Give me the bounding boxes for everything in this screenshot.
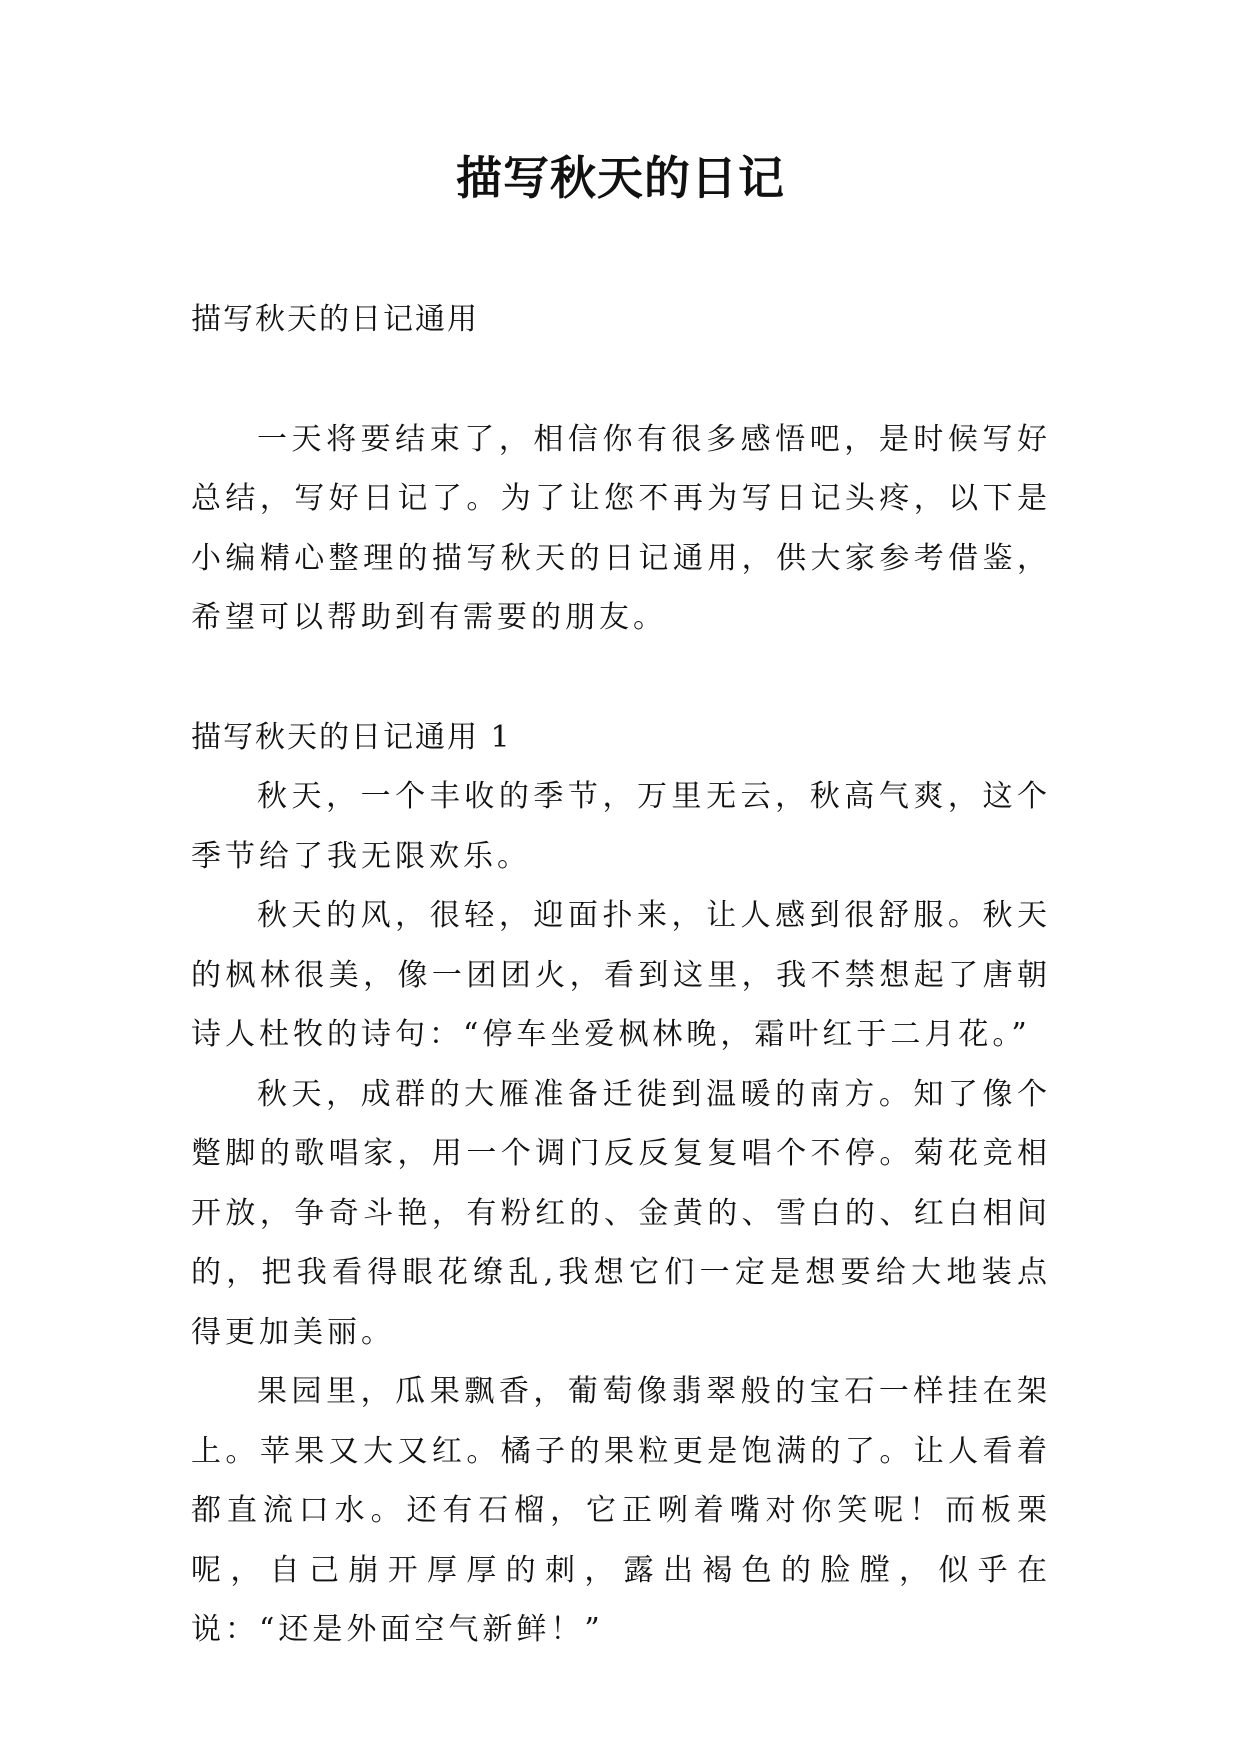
intro-paragraph: 一天将要结束了，相信你有很多感悟吧，是时候写好总结，写好日记了。为了让您不再为写日记头疼，以下是小编精心整理的描写秋天的日记通用，供大家参考借鉴，希望可以帮助到有需要的朋友。 bbox=[191, 421, 1051, 635]
document-title: 描写秋天的日记 bbox=[456, 151, 785, 205]
body-paragraph: 秋天，成群的大雁准备迁徙到温暖的南方。知了像个蹩脚的歌唱家，用一个调门反反复复唱个不停。菊花竞相开放，争奇斗艳，有粉红的、金黄的、雪白的、红白相间的，把我看得眼花缭乱,我想它们一定是想要给大地装点得更加美丽。 bbox=[191, 1076, 1051, 1350]
section-title: 描写秋天的日记通用 1 bbox=[191, 719, 512, 755]
body-paragraph: 秋天，一个丰收的季节，万里无云，秋高气爽，这个季节给了我无限欢乐。 bbox=[191, 779, 1051, 874]
body-paragraph: 秋天的风，很轻，迎面扑来，让人感到很舒服。秋天的枫林很美，像一团团火，看到这里，我不禁想起了唐朝诗人杜牧的诗句：“停车坐爱枫林晚，霜叶红于二月花。” bbox=[191, 898, 1051, 1052]
body-paragraph: 果园里，瓜果飘香，葡萄像翡翠般的宝石一样挂在架上。苹果又大又红。橘子的果粒更是饱满的了。让人看着都直流口水。还有石榴，它正咧着嘴对你笑呢！而板栗呢，自己崩开厚厚的刺，露出褐色的脸膛，似乎在说：“还是外面空气新鲜！” bbox=[191, 1374, 1051, 1647]
document-body bbox=[191, 290, 1051, 1660]
document-subtitle: 描写秋天的日记通用 bbox=[191, 302, 479, 337]
